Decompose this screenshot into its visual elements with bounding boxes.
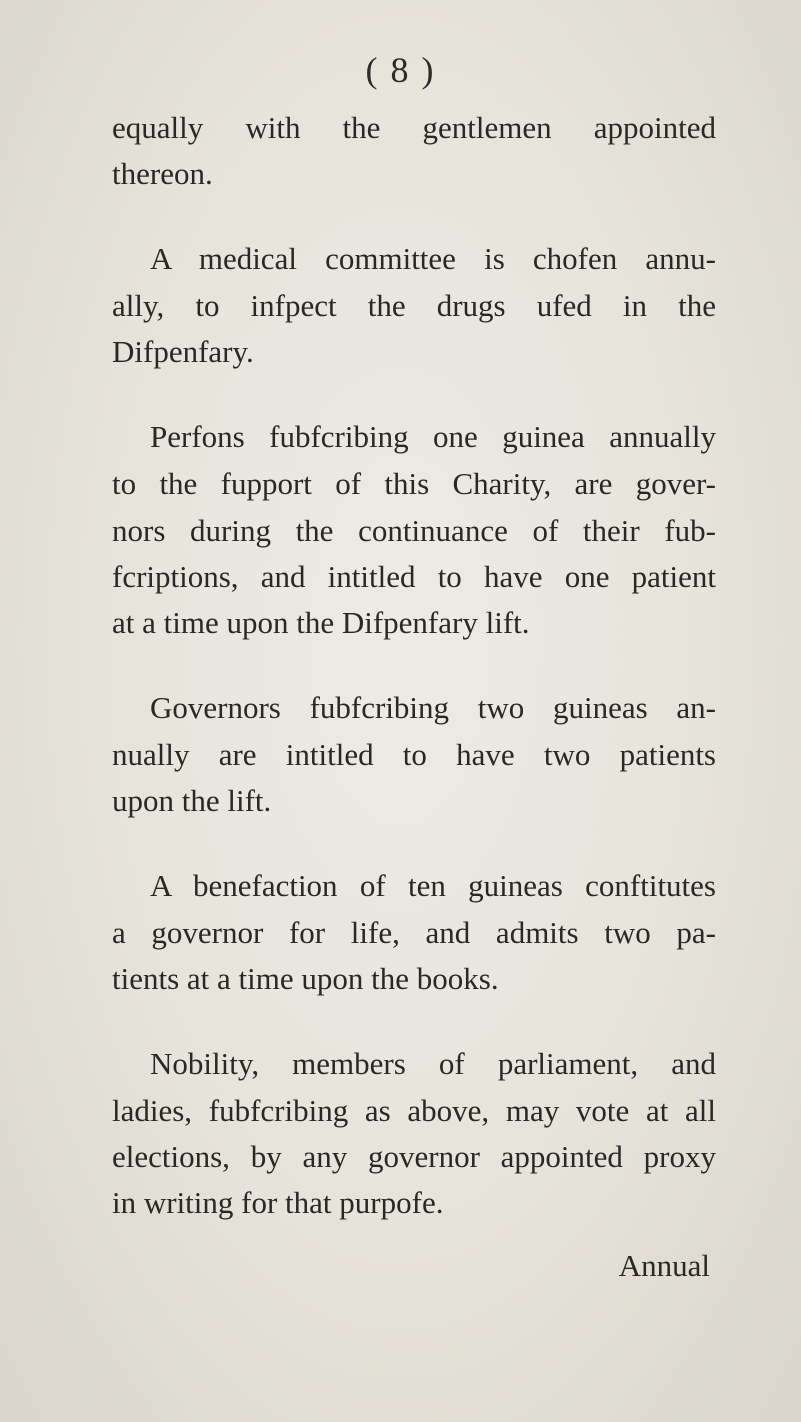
text-line: A medical committee is chofen annu- — [150, 241, 716, 276]
text-line: at a time upon the Difpenfary lift. — [112, 605, 530, 640]
text-line: to the fupport of this Charity, are gover- — [112, 466, 716, 501]
text-line: A benefaction of ten guineas conftitutes — [150, 868, 716, 903]
text-line: tients at a time upon the books. — [112, 961, 499, 996]
text-line: Governors fubfcribing two guineas an- — [150, 690, 716, 725]
catchword: Annual — [618, 1248, 710, 1283]
text-line: ladies, fubfcribing as above, may vote at all — [112, 1093, 716, 1128]
text-line: upon the lift. — [112, 783, 272, 818]
text-line: equally with the gentlemen appointed — [112, 110, 716, 145]
text-line: thereon. — [112, 156, 213, 191]
text-line: Perfons fubfcribing one guinea annually — [150, 419, 716, 454]
page-number: ( 8 ) — [365, 50, 436, 90]
text-line: ally, to infpect the drugs ufed in the — [112, 288, 716, 323]
text-line: nually are intitled to have two patients — [112, 737, 716, 772]
text-line: in writing for that purpofe. — [112, 1185, 444, 1220]
text-line: fcriptions, and intitled to have one patient — [112, 559, 716, 594]
text-line: nors during the continuance of their fub- — [112, 513, 716, 548]
text-line: elections, by any governor appointed proxy — [112, 1139, 716, 1174]
text-line: a governor for life, and admits two pa- — [112, 915, 716, 950]
text-line: Nobility, members of parliament, and — [150, 1046, 716, 1081]
text-line: Difpenfary. — [112, 334, 254, 369]
